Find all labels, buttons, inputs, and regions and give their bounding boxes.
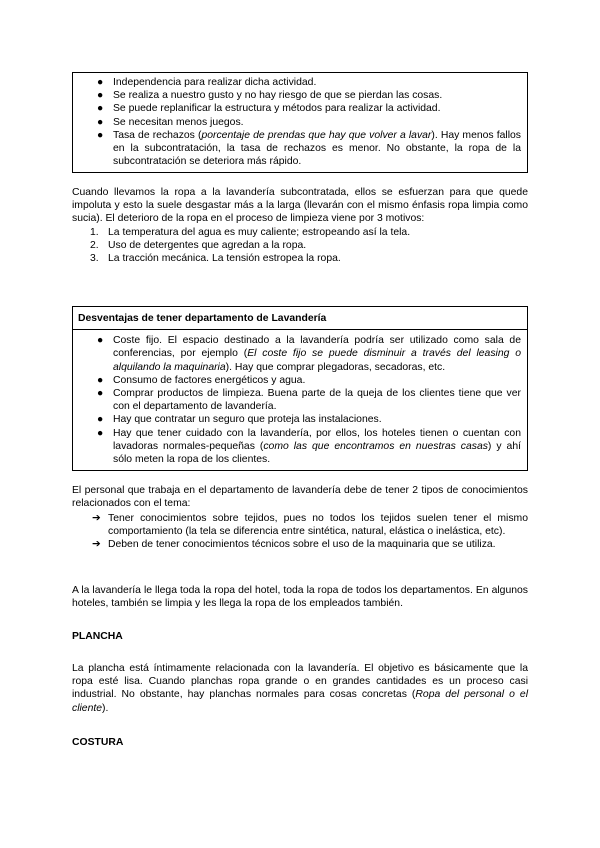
bullet-icon: ● — [97, 77, 104, 88]
list-item: ● Coste fijo. El espacio destinado a la lavandería podría ser utilizado como sala de conferencias, por ejemplo (El coste fijo se puede disminuir a través del leasing o alquilando la maquinaria). Hay que comprar plegadoras, secadoras, etc. — [97, 335, 522, 373]
disadvantages-list — [73, 334, 527, 466]
section-heading-costura: COSTURA — [72, 737, 124, 748]
plancha-paragraph: La plancha está íntimamente relacionada con la lavandería. El objetivo es básicamente que la ropa esté lisa. Cuando planchas ropa grande o en grandes cantidades es un proceso casi industrial. No obstante, hay planchas normales para cosas concretas (Ropa del personal o el cliente). — [72, 663, 528, 714]
list-item: ● Comprar productos de limpieza. Buena parte de la queja de los clientes tiene que ver con el departamento de lavandería. — [97, 388, 521, 413]
bullet-icon: ● — [97, 90, 104, 102]
arrow-icon: ➔ — [92, 513, 101, 524]
knowledge-list — [72, 512, 528, 552]
hotel-paragraph: A la lavandería le llega toda la ropa del hotel, toda la ropa de todos los departamentos. En algunos hoteles, también se limpia y les llega la ropa de los empleados también. — [72, 585, 528, 610]
staff-paragraph: El personal que trabaja en el departamento de lavandería debe de tener 2 tipos de conocimientos relacionados con el tema: — [72, 485, 528, 510]
bullet-icon: ● — [97, 388, 104, 400]
section-heading-plancha: PLANCHA — [72, 631, 123, 642]
bullet-icon: ● — [97, 103, 104, 115]
advantages-list — [73, 76, 527, 168]
motives-list — [72, 226, 528, 266]
subcontract-paragraph: Cuando llevamos la ropa a la lavandería subcontratada, ellos se esfuerzan para que quede impoluta y esto la suele desgastar más a la larga (llevarán con el mismo énfasis ropa limpia como sucia). El deterioro de la ropa en el proceso de limpieza viene por 3 motivos: — [72, 187, 528, 225]
list-item: ● Hay que contratar un seguro que proteja las instalaciones. — [97, 414, 382, 426]
list-item: ➔ Tener conocimientos sobre tejidos, pues no todos los tejidos suelen tener el mismo comportamiento (la tela se diferencia entre sintética, natural, elástica o inelástica, etc). — [92, 513, 528, 538]
bullet-icon: ● — [97, 427, 104, 439]
list-item: ➔ Deben de tener conocimientos técnicos sobre el uso de la maquinaria que se utiliza. — [92, 539, 496, 551]
bullet-icon: ● — [97, 129, 104, 141]
list-item: ● Se puede replanificar la estructura y métodos para realizar la actividad. — [97, 103, 441, 115]
list-item: ● Tasa de rechazos (porcentaje de prendas que hay que volver a lavar). Hay menos fallos en la subcontratación, la tasa de rechazos es menor. No obstante, la ropa de la subcontratación se deteriora más rápido. — [97, 129, 521, 168]
list-item: 1. La temperatura del agua es muy caliente; estropeando así la tela. — [90, 227, 411, 238]
bullet-icon: ● — [97, 374, 104, 386]
advantages-box — [72, 72, 528, 173]
list-item: ● Consumo de factores energéticos y agua. — [97, 374, 306, 386]
list-item: 3. La tracción mecánica. La tensión estropea la ropa. — [90, 253, 341, 265]
arrow-icon: ➔ — [92, 539, 101, 551]
disadvantages-box — [72, 306, 528, 471]
disadvantages-title: Desventajas de tener departamento de Lavandería — [73, 307, 527, 330]
bullet-icon: ● — [97, 335, 104, 347]
list-item: ● Hay que tener cuidado con la lavandería, por ellos, los hoteles tienen o cuentan con lavadoras normales-pequeñas (como las que encontramos en nuestras casas) y ahí sólo meten la ropa de los clientes. — [97, 427, 521, 466]
list-item: ● Se realiza a nuestro gusto y no hay riesgo de que se pierdan las cosas. — [97, 90, 443, 102]
list-item: ● Independencia para realizar dicha actividad. — [97, 77, 317, 88]
bullet-icon: ● — [97, 116, 104, 128]
list-item: 2. Uso de detergentes que agredan a la ropa. — [90, 240, 307, 252]
bullet-icon: ● — [97, 414, 104, 426]
list-item: ● Se necesitan menos juegos. — [97, 116, 244, 128]
